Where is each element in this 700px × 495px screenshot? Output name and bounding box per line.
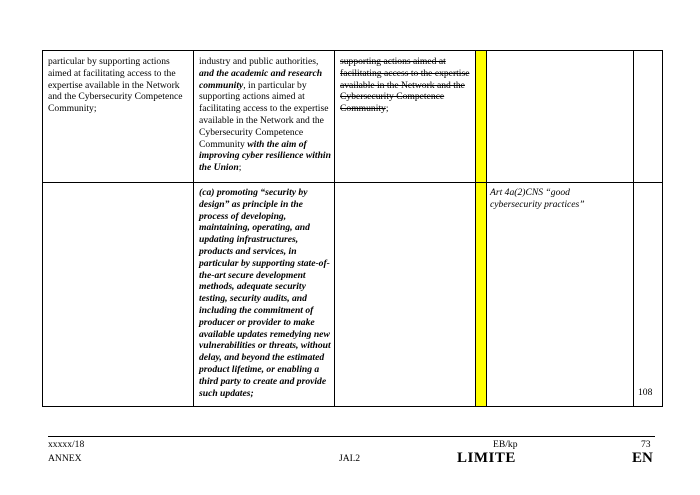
row2-col2-text: (ca) promoting “security by design” as principle in the process of developing, maintaining, operating, and updating infrastructures, products and services, in particular by supporting state-of-the-art secure development methods, adequate security testing, security audits, and including the commitment of producer or provider to make available updates remedying new vulnerabilities or threats, without delay, and beyond the estimated product lifetime, or enabling a third party to create and provide such updates; bbox=[199, 187, 331, 399]
column-divider bbox=[193, 51, 194, 406]
comparison-table bbox=[42, 50, 663, 407]
column-divider bbox=[486, 51, 487, 406]
row-number: 108 bbox=[638, 387, 653, 398]
footer-department: JAI.2 bbox=[339, 453, 361, 464]
row1-col2-text: industry and public authorities, and the academic and research community, in particular by supporting actions aimed at facilitating access to the expertise available in the Network and the Cybersecurity Competence Community with the aim of improving cyber resilience within the Union; bbox=[199, 56, 331, 174]
footer-initials: EB/kp bbox=[493, 439, 518, 450]
row1-col3-text: supporting actions aimed at facilitating access to the expertise available in the Network and the Cybersecurity Competence Community; bbox=[340, 56, 470, 115]
footer-annex: ANNEX bbox=[48, 453, 82, 464]
footer-limite: LIMITE bbox=[457, 450, 516, 466]
row-divider bbox=[43, 182, 662, 183]
column-divider bbox=[334, 51, 335, 406]
highlight-column bbox=[475, 51, 486, 406]
row1-col1-text: particular by supporting actions aimed at facilitating access to the expertise available in the Network and the Cybersecurity Competence Community; bbox=[48, 56, 183, 115]
footer-language: EN bbox=[632, 450, 653, 466]
column-divider bbox=[633, 51, 634, 406]
row2-col5-text: Art 4a(2)CNS “good cybersecurity practices” bbox=[490, 187, 585, 210]
column-divider bbox=[475, 51, 476, 406]
footer-page-number: 73 bbox=[641, 439, 651, 450]
footer-reference: xxxxx/18 bbox=[48, 439, 85, 450]
footer-divider bbox=[48, 436, 655, 437]
